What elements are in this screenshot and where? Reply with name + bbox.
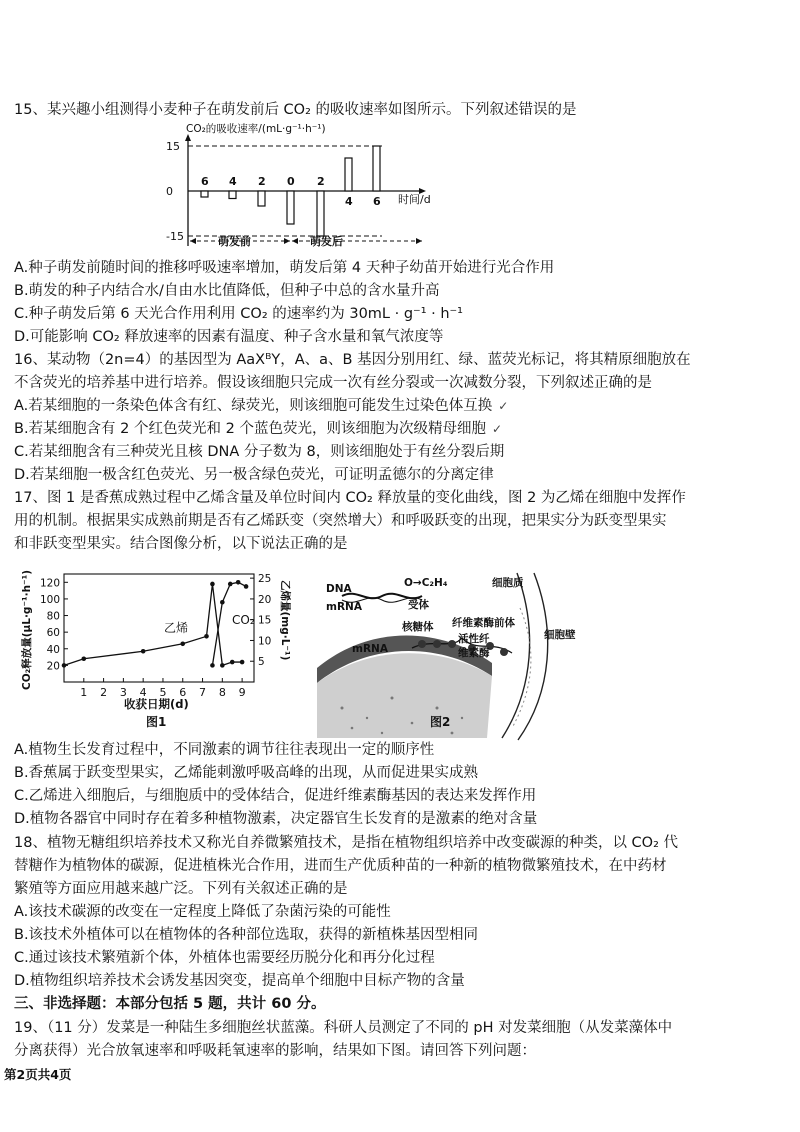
q17-fig2-label: 核糖体 [402,621,434,633]
q17-option-d: D.植物各器官中同时存在着多种植物激素，决定器官生长发育的是激素的绝对含量 [14,811,538,827]
q15-bar [258,191,265,206]
q17-ethylene-point [204,634,209,639]
q15-bar [373,146,380,191]
q15-bar-chart [160,118,460,253]
q15-option-d: D.可能影响 CO₂ 释放速率的因素有温度、种子含水量和氧气浓度等 [14,329,444,345]
q17-y-tick-label: 40 [46,643,60,656]
q17-y2-tick-label: 5 [258,656,265,669]
q16-option-a: A.若某细胞的一条染色体含有红、绿荧光，则该细胞可能发生过染色体互换 ✓ [14,398,509,414]
q17-co2-point [228,582,233,587]
q17-stem-line2: 用的机制。根据果实成熟前期是否有乙烯跃变（突然增大）和呼吸跃变的出现，把果实分为跃变型果实 [14,513,667,529]
q17-y-tick-label: 80 [46,610,60,623]
q17-ethylene-point [180,641,185,646]
q15-x-tick-label: 0 [287,175,295,188]
q16-option-c: C.若某细胞含有三种荧光且核 DNA 分子数为 8，则该细胞处于有丝分裂后期 [14,444,505,460]
q17-co2-point [236,580,241,585]
q17-fig2-label: mRNA [326,601,362,613]
q15-after-label: 萌发后 [310,235,343,248]
q17-fig2-label: 细胞壁 [544,629,576,641]
q16-option-d: D.若某细胞一极含红色荧光、另一极含绿色荧光，可证明孟德尔的分离定律 [14,467,494,483]
q17-co2-point [220,600,225,605]
q15-y-tick-label: -15 [166,230,184,243]
q17-option-b: B.香蕉属于跃变型果实，乙烯能刺激呼吸高峰的出现，从而促进果实成熟 [14,765,479,781]
q17-y2-tick-label: 10 [258,635,272,648]
q15-bar [317,191,324,236]
q17-ethylene-point [81,656,86,661]
q17-x-tick-label: 7 [199,686,207,699]
q18-option-d: D.植物组织培养技术会诱发基因突变，提高单个细胞中目标产物的含量 [14,973,465,989]
q15-bar [345,158,352,191]
q17-fig2-label: DNA [326,583,352,595]
q16-stem-line1: 16、某动物（2n=4）的基因型为 AaXᴮY，A、a、B 基因分别用红、绿、蓝荧光标记，将其精原细胞放在 [14,352,691,368]
q17-x-tick-label: 9 [238,686,246,699]
q15-x-tick-label: 4 [345,195,353,208]
q17-series2-label: CO₂ [232,613,255,627]
q17-fig2-label: 纤维素酶前体 [452,617,515,629]
q18-stem-line1: 18、植物无糖组织培养技术又称光自养微繁殖技术，是指在植物组织培养中改变碳源的种类，以 CO₂ 代 [14,835,679,851]
q17-co2-point [244,584,249,589]
q17-y2-tick-label: 15 [258,614,272,627]
q17-fig2-label: 细胞质 [492,577,524,589]
q15-stem: 15、某兴趣小组测得小麦种子在萌发前后 CO₂ 的吸收速率如图所示。下列叙述错误的是 [14,102,577,118]
q17-fig1-caption: 图1 [146,715,167,729]
q17-fig2-label: 维素酶 [458,647,490,659]
check-mark: ✓ [491,422,503,436]
q15-x-tick-label: 2 [317,175,325,188]
q16-stem-line2: 不含荧光的培养基中进行培养。假设该细胞只完成一次有丝分裂或一次减数分裂，下列叙述正确的是 [14,375,652,391]
q17-x-tick-label: 4 [139,686,147,699]
page-footer: 第2页共4页 [4,1067,72,1082]
q18-stem-line3: 繁殖等方面应用越来越广泛。下列有关叙述正确的是 [14,881,348,897]
q17-series1-label: 乙烯 [164,621,189,635]
q15-x-tick-label: 4 [229,175,237,188]
q18-stem-line2: 替糖作为植物体的碳源，促进植株光合作用，进而生产优质种苗的一种新的植物微繁殖技术，在中药材 [14,858,667,874]
q17-ethylene-point [220,663,225,668]
q18-option-a: A.该技术碳源的改变在一定程度上降低了杂菌污染的可能性 [14,904,391,920]
q17-stem-line3: 和非跃变型果实。结合图像分析，以下说法正确的是 [14,536,348,552]
q17-ethylene-point [62,663,67,668]
q17-option-a: A.植物生长发育过程中，不同激素的调节往往表现出一定的顺序性 [14,742,435,758]
q17-y-tick-label: 60 [46,627,60,640]
q15-before-label: 萌发前 [218,235,251,248]
q17-y2-tick-label: 20 [258,593,272,606]
q17-fig2-label: mRNA [352,643,388,655]
q17-y2label: 乙烯量(mg·L⁻¹) [279,580,291,661]
q19-stem-line1: 19、（11 分）发菜是一种陆生多细胞丝状蓝藻。科研人员测定了不同的 pH 对发菜细胞（从发菜藻体中 [14,1020,673,1036]
q19-stem-line2: 分离获得）光合放氧速率和呼吸耗氧速率的影响，结果如下图。请回答下列问题： [14,1043,536,1059]
q17-fig2-caption: 图2 [430,715,451,729]
q17-x-tick-label: 8 [218,686,226,699]
q17-ethylene-line [64,584,242,665]
q17-fig2-label: O→C₂H₄ [404,577,448,589]
q17-ethylene-point [230,660,235,665]
q15-bar [201,191,208,197]
q15-bar [229,191,236,199]
q15-x-tick-label: 6 [201,175,209,188]
q17-option-c: C.乙烯进入细胞后，与细胞质中的受体结合，促进纤维素酶基因的表达来发挥作用 [14,788,537,804]
q17-x-tick-label: 2 [100,686,108,699]
q17-fig1-line-chart [14,562,294,732]
q18-option-c: C.通过该技术繁殖新个体，外植体也需要经历脱分化和再分化过程 [14,950,435,966]
q17-fig2-label: 活性纤 [458,633,490,645]
q18-option-b: B.该技术外植体可以在植物体的各种部位选取，获得的新植株基因型相同 [14,927,479,943]
q17-co2-point [210,663,215,668]
q15-option-a: A.种子萌发前随时间的推移呼吸速率增加，萌发后第 4 天种子幼苗开始进行光合作用 [14,260,555,276]
q17-y2-tick-label: 25 [258,573,272,586]
q17-y-tick-label: 120 [39,577,60,590]
q15-y-tick-label: 0 [166,185,173,198]
q15-ylabel: CO₂的吸收速率/(mL·g⁻¹·h⁻¹) [186,123,326,135]
q16-option-b: B.若某细胞含有 2 个红色荧光和 2 个蓝色荧光，则该细胞为次级精母细胞 ✓ [14,421,503,437]
q17-xlabel: 收获日期(d) [124,697,189,711]
q15-x-tick-label: 6 [373,195,381,208]
q17-y-tick-label: 100 [39,593,60,606]
q17-ethylene-point [240,660,245,665]
section3-heading: 三、非选择题：本部分包括 5 题，共计 60 分。 [14,996,326,1012]
q17-ylabel: CO₂释放量(μL·g⁻¹·h⁻¹) [21,570,33,690]
q17-x-tick-label: 3 [119,686,127,699]
q17-ethylene-point [141,649,146,654]
q15-bar [287,191,294,224]
q17-x-tick-label: 1 [80,686,88,699]
q17-x-tick-label: 5 [159,686,167,699]
q15-option-b: B.萌发的种子内结合水/自由水比值降低，但种子中总的含水量升高 [14,283,440,299]
q17-x-tick-label: 6 [179,686,187,699]
q17-fig2-label: 受体 [408,599,429,611]
q15-y-tick-label: 15 [166,140,180,153]
check-mark: ✓ [498,399,509,413]
q17-ethylene-point [210,582,215,587]
q17-stem-line1: 17、图 1 是香蕉成熟过程中乙烯含量及单位时间内 CO₂ 释放量的变化曲线，图 2 为乙烯在细胞中发挥作 [14,490,686,506]
q15-x-tick-label: 2 [258,175,266,188]
q17-fig2-diagram [312,568,582,743]
q15-option-c: C.种子萌发后第 6 天光合作用利用 CO₂ 的速率约为 30mL · g⁻¹ · h⁻¹ [14,306,463,322]
q17-y-tick-label: 20 [46,660,60,673]
q15-xlabel: 时间/d [398,193,431,206]
